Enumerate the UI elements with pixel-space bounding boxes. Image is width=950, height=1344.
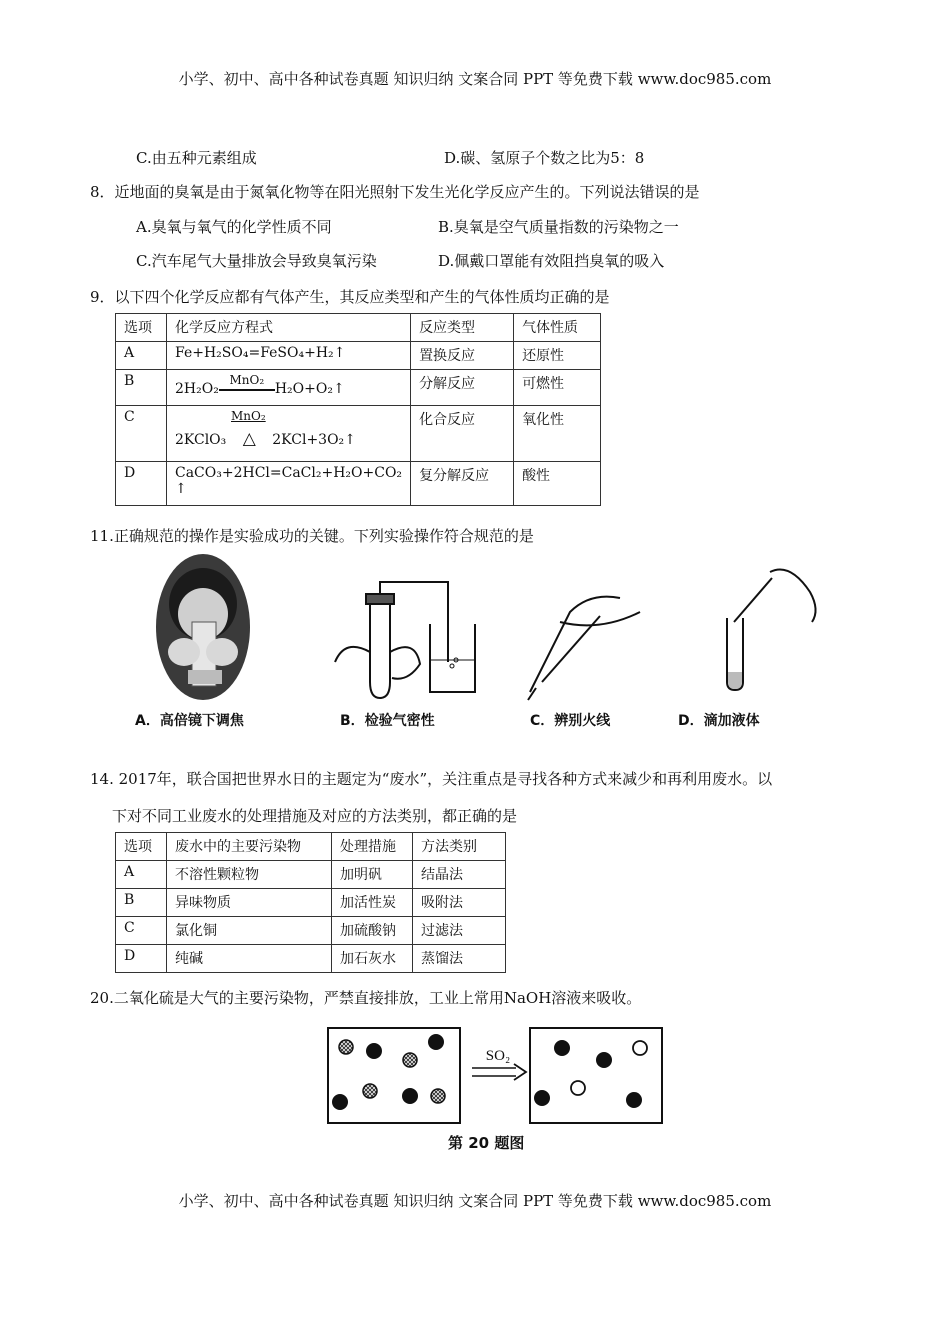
- hollow-particle-icon: [633, 1041, 647, 1055]
- q9-d-arrow: ↑: [175, 481, 187, 497]
- q9-property: 还原性: [514, 342, 601, 370]
- solid-particle-icon: [534, 1090, 550, 1106]
- q14-cell: 异味物质: [167, 889, 332, 917]
- q9-b-catalyst: MnO₂: [229, 373, 265, 387]
- mixed-particle-icon: [339, 1040, 353, 1054]
- q9-c-left: 2KClO₃: [175, 432, 227, 448]
- q9-option: B: [116, 370, 167, 406]
- q14-header: 废水中的主要污染物: [167, 833, 332, 861]
- q9-option: A: [116, 342, 167, 370]
- table-row: [116, 342, 601, 370]
- mixed-particle-icon: [431, 1089, 445, 1103]
- q14-stem-line1: 14. 2017年，联合国把世界水日的主题定为“废水”，关注重点是寻找各种方式来减少和再利用废水。以: [90, 770, 773, 788]
- q20-stem: 20.二氧化硫是大气的主要污染物，严禁直接排放，工业上常用NaOH溶液来吸收。: [90, 989, 642, 1007]
- q9-type: 置换反应: [411, 342, 514, 370]
- q11-images: [130, 552, 830, 732]
- hollow-particle-icon: [571, 1081, 585, 1095]
- q14-cell: 过滤法: [413, 917, 506, 945]
- q9-c-catalyst: MnO₂: [231, 409, 266, 423]
- mixed-particle-icon: [363, 1084, 377, 1098]
- q8-option-a: A.臭氧与氧气的化学性质不同: [136, 218, 332, 236]
- q9-property: 可燃性: [514, 370, 601, 406]
- q14-cell: 加活性炭: [332, 889, 413, 917]
- table-row: [116, 945, 506, 973]
- q7-option-c: C.由五种元素组成: [136, 149, 257, 167]
- q9-type: 分解反应: [411, 370, 514, 406]
- q8-stem: 8．近地面的臭氧是由于氮氧化物等在阳光照射下发生光化学反应产生的。下列说法错误的是: [90, 183, 700, 201]
- q9-b-catalyst-arrow: [219, 373, 275, 391]
- q20-figure-caption: 第 20 题图: [448, 1134, 525, 1152]
- q14-cell: 纯碱: [167, 945, 332, 973]
- q9-type: 化合反应: [411, 406, 514, 462]
- q14-cell: 吸附法: [413, 889, 506, 917]
- q8-option-b: B.臭氧是空气质量指数的污染物之一: [438, 218, 679, 236]
- solid-particle-icon: [402, 1088, 418, 1104]
- q11-stem: 11.正确规范的操作是实验成功的关键。下列实验操作符合规范的是: [90, 527, 534, 545]
- q14-cell: B: [116, 889, 167, 917]
- mixed-particle-icon: [403, 1053, 417, 1067]
- q9-b-equal-bar: [219, 389, 275, 391]
- q14-cell: D: [116, 945, 167, 973]
- q9-equation-d: [167, 462, 411, 506]
- q8-option-c: C.汽车尾气大量排放会导致臭氧污染: [136, 252, 377, 270]
- page-header: 小学、初中、高中各种试卷真题 知识归纳 文案合同 PPT 等免费下载 www.doc985.com: [178, 70, 772, 88]
- table-row: [116, 406, 601, 462]
- q11-caption-b: B．检验气密性: [340, 713, 435, 729]
- q7-option-d: D.碳、氢原子个数之比为5：8: [444, 149, 645, 167]
- table-row: [116, 370, 601, 406]
- q9-table: [115, 313, 601, 506]
- q9-stem: 9．以下四个化学反应都有气体产生，其反应类型和产生的气体性质均正确的是: [90, 288, 610, 306]
- q14-header: 方法类别: [413, 833, 506, 861]
- q14-cell: 结晶法: [413, 861, 506, 889]
- q9-equation-c: [167, 406, 411, 462]
- so2-label: SO₂: [485, 1048, 511, 1064]
- q9-header-option: 选项: [116, 314, 167, 342]
- q14-cell: 加硫酸钠: [332, 917, 413, 945]
- q14-header: 处理措施: [332, 833, 413, 861]
- q8-option-d: D.佩戴口罩能有效阻挡臭氧的吸入: [438, 252, 665, 270]
- q9-c-right: 2KCl+3O₂↑: [272, 432, 356, 448]
- q9-header-property: 气体性质: [514, 314, 601, 342]
- solid-particle-icon: [332, 1094, 348, 1110]
- q14-table: [115, 832, 506, 973]
- q9-b-right: H₂O+O₂↑: [274, 381, 345, 397]
- q9-b-left: 2H₂O₂: [175, 381, 219, 397]
- q9-header-type: 反应类型: [411, 314, 514, 342]
- airtightness-test-icon: [335, 582, 475, 698]
- q9-type: 复分解反应: [411, 462, 514, 506]
- q11-caption-a: A．高倍镜下调焦: [135, 713, 244, 729]
- q14-stem-line2: 下对不同工业废水的处理措施及对应的方法类别，都正确的是: [112, 807, 518, 825]
- q9-equation-b: [167, 370, 411, 406]
- solid-particle-icon: [366, 1043, 382, 1059]
- table-row: [116, 462, 601, 506]
- reaction-arrow-icon: [472, 1064, 526, 1080]
- dropper-icon: [727, 570, 816, 691]
- q14-cell: 不溶性颗粒物: [167, 861, 332, 889]
- q9-property: 氧化性: [514, 406, 601, 462]
- page-footer: 小学、初中、高中各种试卷真题 知识归纳 文案合同 PPT 等免费下载 www.doc985.com: [178, 1192, 772, 1210]
- q14-header: 选项: [116, 833, 167, 861]
- q9-equation: Fe+H₂SO₄=FeSO₄+H₂↑: [167, 342, 411, 370]
- solid-particle-icon: [596, 1052, 612, 1068]
- q11-caption-d: D．滴加液体: [678, 713, 760, 729]
- q9-header-equation: 化学反应方程式: [167, 314, 411, 342]
- q9-property: 酸性: [514, 462, 601, 506]
- table-row: [116, 917, 506, 945]
- solid-particle-icon: [626, 1092, 642, 1108]
- solid-particle-icon: [428, 1034, 444, 1050]
- q20-particle-diagram: [320, 1020, 670, 1130]
- q9-c-heat: △: [242, 429, 256, 449]
- q14-cell: C: [116, 917, 167, 945]
- q14-cell: 加明矾: [332, 861, 413, 889]
- q14-cell: A: [116, 861, 167, 889]
- microscope-photo-icon: [156, 554, 250, 700]
- q14-cell: 氯化铜: [167, 917, 332, 945]
- table-row: [116, 861, 506, 889]
- q9-option: C: [116, 406, 167, 462]
- table-row: [116, 889, 506, 917]
- q14-cell: 蒸馏法: [413, 945, 506, 973]
- test-pen-icon: [528, 597, 640, 700]
- solid-particle-icon: [554, 1040, 570, 1056]
- q14-cell: 加石灰水: [332, 945, 413, 973]
- q9-d-equation: CaCO₃+2HCl=CaCl₂+H₂O+CO₂: [175, 465, 403, 481]
- q11-caption-c: C．辨别火线: [530, 713, 611, 729]
- q9-option: D: [116, 462, 167, 506]
